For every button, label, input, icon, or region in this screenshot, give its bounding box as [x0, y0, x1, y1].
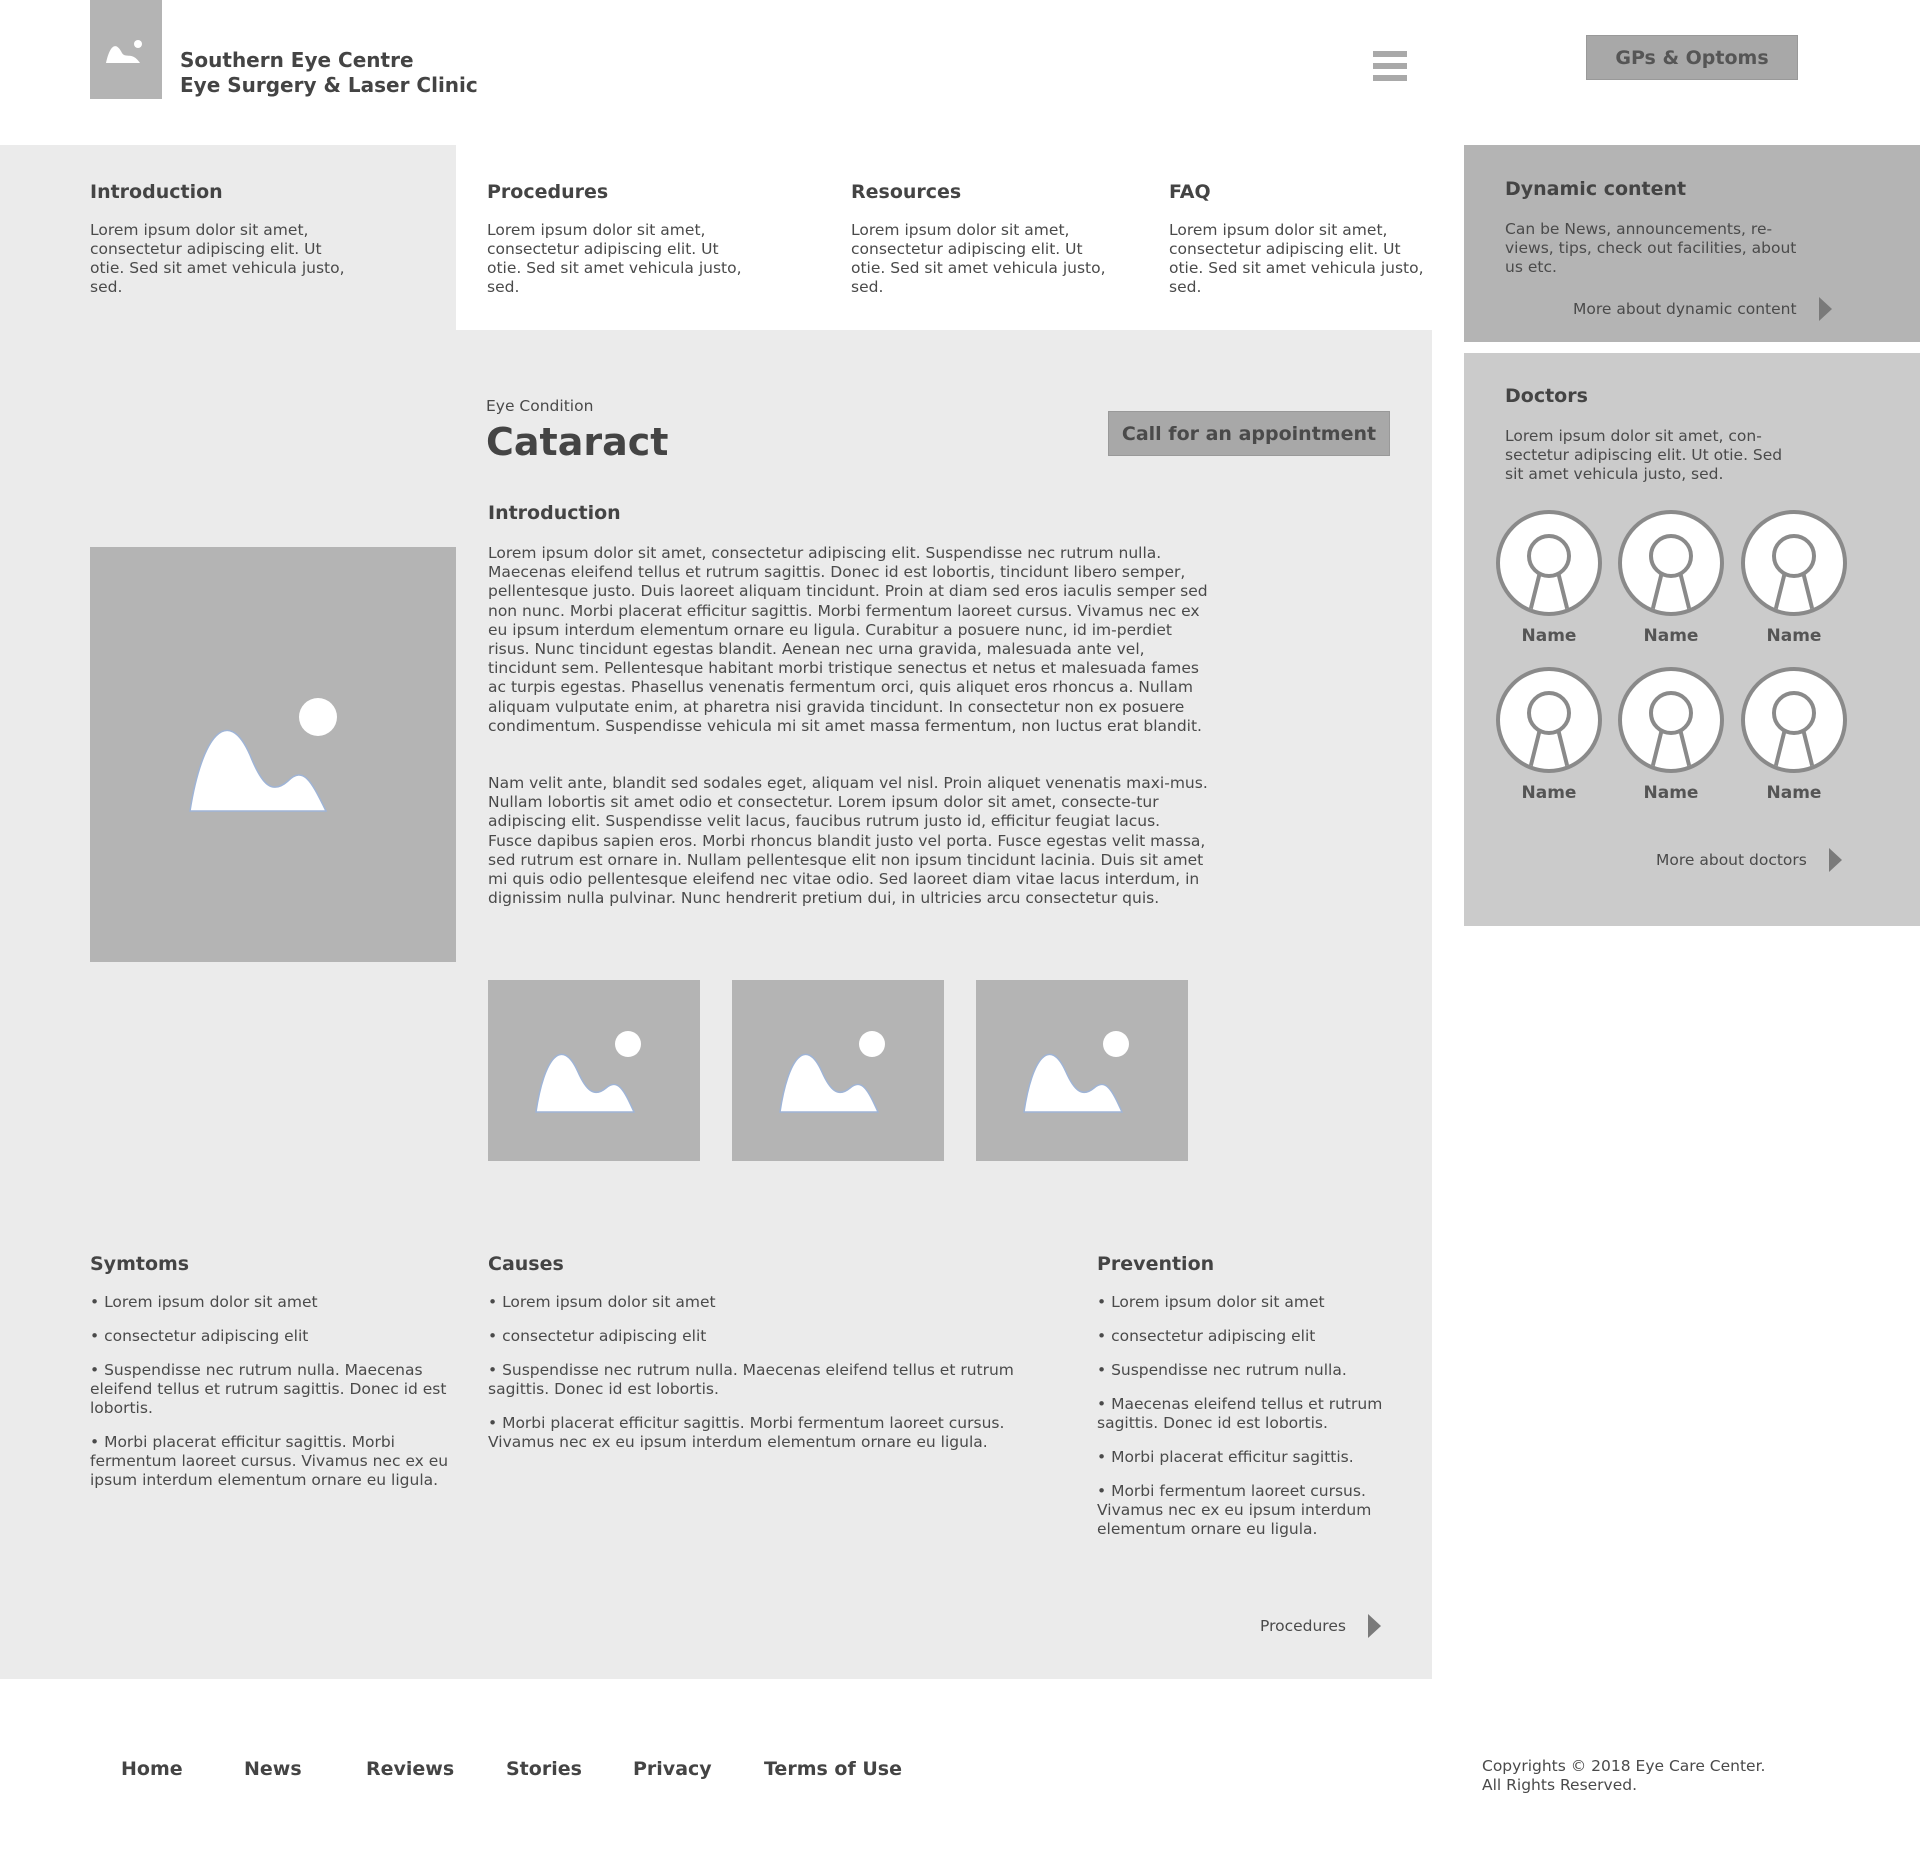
- list-item: • Lorem ipsum dolor sit amet: [1097, 1293, 1325, 1311]
- list-item: • consectetur adipiscing elit: [488, 1327, 707, 1345]
- doctor-name: Name: [1643, 626, 1699, 646]
- nav-resources[interactable]: [851, 181, 1113, 297]
- image-placeholder-icon: [1022, 1028, 1142, 1114]
- intro-heading: Introduction: [488, 502, 621, 524]
- hamburger-icon[interactable]: [1373, 51, 1407, 87]
- doctor-card[interactable]: [1618, 510, 1724, 646]
- copyright: [1482, 1757, 1765, 1795]
- list-item: • Maecenas eleifend tellus et rutrum sagittis. Donec id est lobortis.: [1097, 1395, 1383, 1432]
- nav-text: Lorem ipsum dolor sit amet, consectetur adipiscing elit. Ut otie. Sed sit amet vehicula justo, sed.: [90, 221, 345, 296]
- footer-link-terms[interactable]: Terms of Use: [764, 1758, 902, 1780]
- image-placeholder-icon: [188, 695, 358, 815]
- thumbnail-image[interactable]: [732, 980, 944, 1161]
- doctor-card[interactable]: [1496, 510, 1602, 646]
- footer-link-privacy[interactable]: Privacy: [633, 1758, 712, 1780]
- footer-link-stories[interactable]: Stories: [506, 1758, 582, 1780]
- doctor-card[interactable]: [1741, 510, 1847, 646]
- list-item: • Morbi placerat efficitur sagittis. Morbi fermentum laoreet cursus. Vivamus nec ex eu ipsum interdum elementum ornare eu ligula.: [90, 1433, 449, 1489]
- footer-link-reviews[interactable]: Reviews: [366, 1758, 455, 1780]
- user-icon: [1745, 514, 1843, 612]
- thumbnail-image[interactable]: [976, 980, 1188, 1161]
- link-label: Procedures: [1260, 1617, 1346, 1635]
- list-item: • Morbi placerat efficitur sagittis.: [1097, 1448, 1354, 1466]
- doctors-text: Lorem ipsum dolor sit amet, con-sectetur adipiscing elit. Ut otie. Sed sit amet vehicula justo, sed.: [1505, 427, 1783, 483]
- avatar: [1618, 510, 1724, 616]
- more-dynamic-content-link[interactable]: [1573, 297, 1832, 321]
- intro-paragraph-1: Lorem ipsum dolor sit amet, consectetur adipiscing elit. Suspendisse nec rutrum nulla. Maecenas eleifend tellus et rutrum sagittis. Donec id est lobortis, tincidunt libero semper, pellentesque justo. Duis laoreet aliquam tincidunt. Proin at diam sed eros iaculis semper sed non nunc. Morbi placerat efficitur sagittis. Morbi fermentum laoreet cursus. Vivamus nec ex eu ipsum interdum elementum ornare eu ligula. Curabitur a posuere nunc, id im-perdiet risus. Nunc tincidunt egestas blandit. Aenean nec urna gravida, malesuada ante vel, tincidunt sem. Pellentesque habitant morbi tristique senectus et netus et malesuada fames ac turpis egestas. Phasellus venenatis fermentum orci, quis aliquet eros rhoncus a. Nullam aliquam vulputate enim, at pharetra nisi gravida tincidunt. In consectetur non ex posuere condimentum. Suspendisse vehicula mi sit amet massa fermentum, non luctus erat blandit.: [488, 544, 1208, 735]
- nav-title: Resources: [851, 181, 962, 203]
- user-icon: [1622, 514, 1720, 612]
- list-item: • consectetur adipiscing elit: [90, 1327, 309, 1345]
- avatar: [1496, 667, 1602, 773]
- doctor-name: Name: [1766, 626, 1822, 646]
- image-placeholder-icon: [534, 1028, 654, 1114]
- user-icon: [1622, 671, 1720, 769]
- nav-text: Lorem ipsum dolor sit amet, consectetur adipiscing elit. Ut otie. Sed sit amet vehicula justo, sed.: [851, 221, 1106, 296]
- list-item: • Suspendisse nec rutrum nulla. Maecenas eleifend tellus et rutrum sagittis. Donec id est lobortis.: [90, 1361, 447, 1417]
- prevention-section: [1097, 1253, 1412, 1554]
- gps-optoms-button[interactable]: GPs & Optoms: [1586, 35, 1798, 80]
- brand-line-2: Eye Surgery & Laser Clinic: [180, 73, 478, 97]
- nav-introduction[interactable]: [90, 181, 352, 297]
- list-item: • consectetur adipiscing elit: [1097, 1327, 1316, 1345]
- footer-link-home[interactable]: Home: [121, 1758, 183, 1780]
- doctors-title: Doctors: [1505, 385, 1588, 407]
- doctor-name: Name: [1521, 626, 1577, 646]
- doctor-card[interactable]: [1496, 667, 1602, 803]
- list-item: • Lorem ipsum dolor sit amet: [488, 1293, 716, 1311]
- list-item: • Morbi fermentum laoreet cursus. Vivamus nec ex eu ipsum interdum elementum ornare eu ligula.: [1097, 1482, 1372, 1538]
- nav-title: Procedures: [487, 181, 609, 203]
- list-item: • Lorem ipsum dolor sit amet: [90, 1293, 318, 1311]
- intro-paragraph-2: Nam velit ante, blandit sed sodales eget, aliquam vel nisl. Proin aliquet venenatis maxi-mus. Nullam lobortis sit amet odio et consectetur. Lorem ipsum dolor sit amet, consecte-tur adipiscing elit. Suspendisse velit lacus, faucibus rutrum justo id, efficitur feugiat lacus. Fusce dapibus sapien eros. Morbi rhoncus blandit justo vel porta. Fusce egestas velit massa, sed rutrum est ornare in. Nullam pellentesque elit non ipsum tincidunt lacinia. Duis sit amet mi quis odio pellentesque eleifend nec vitae odio. Sed laoreet diam vitae lacus interdum, in dignissim nulla pulvinar. Nunc hendrerit pretium dui, in ultricies arcu consectetur quis.: [488, 774, 1208, 908]
- user-icon: [1745, 671, 1843, 769]
- footer-link-news[interactable]: News: [244, 1758, 302, 1780]
- call-appointment-button[interactable]: Call for an appointment: [1108, 411, 1390, 456]
- nav-title: Introduction: [90, 181, 223, 203]
- avatar: [1618, 667, 1724, 773]
- nav-faq[interactable]: [1169, 181, 1431, 297]
- link-label: More about dynamic content: [1573, 300, 1797, 318]
- arrow-right-icon: [1829, 848, 1842, 872]
- nav-text: Lorem ipsum dolor sit amet, consectetur adipiscing elit. Ut otie. Sed sit amet vehicula justo, sed.: [487, 221, 742, 296]
- list-item: • Suspendisse nec rutrum nulla. Maecenas eleifend tellus et rutrum sagittis. Donec id est lobortis.: [488, 1361, 1014, 1398]
- doctor-name: Name: [1643, 783, 1699, 803]
- doctor-name: Name: [1766, 783, 1822, 803]
- doctor-card[interactable]: [1618, 667, 1724, 803]
- image-placeholder-icon: [104, 35, 148, 65]
- copyright-line-2: All Rights Reserved.: [1482, 1776, 1638, 1794]
- image-placeholder-icon: [778, 1028, 898, 1114]
- doctor-name: Name: [1521, 783, 1577, 803]
- symptoms-title: Symtoms: [90, 1253, 190, 1275]
- copyright-line-1: Copyrights © 2018 Eye Care Center.: [1482, 1757, 1766, 1775]
- user-icon: [1500, 671, 1598, 769]
- nav-title: FAQ: [1169, 181, 1211, 203]
- logo[interactable]: [90, 0, 162, 99]
- brand-name[interactable]: [180, 48, 478, 98]
- dynamic-content-title: Dynamic content: [1505, 178, 1687, 200]
- list-item: • Suspendisse nec rutrum nulla.: [1097, 1361, 1347, 1379]
- causes-title: Causes: [488, 1253, 564, 1275]
- next-procedures-link[interactable]: [1260, 1614, 1381, 1638]
- user-icon: [1500, 514, 1598, 612]
- doctor-card[interactable]: [1741, 667, 1847, 803]
- dynamic-content-text: Can be News, announcements, re-views, tips, check out facilities, about us etc.: [1505, 220, 1797, 276]
- nav-procedures[interactable]: [487, 181, 749, 297]
- avatar: [1741, 510, 1847, 616]
- page-eyebrow: Eye Condition: [486, 397, 594, 415]
- more-about-doctors-link[interactable]: [1656, 848, 1842, 872]
- causes-section: [488, 1253, 1048, 1467]
- prevention-title: Prevention: [1097, 1253, 1215, 1275]
- arrow-right-icon: [1368, 1614, 1381, 1638]
- arrow-right-icon: [1819, 297, 1832, 321]
- avatar: [1741, 667, 1847, 773]
- thumbnail-image[interactable]: [488, 980, 700, 1161]
- main-image-placeholder: [90, 547, 456, 962]
- list-item: • Morbi placerat efficitur sagittis. Morbi fermentum laoreet cursus. Vivamus nec ex eu ipsum interdum elementum ornare eu ligula.: [488, 1414, 1005, 1451]
- brand-line-1: Southern Eye Centre: [180, 48, 414, 72]
- symptoms-section: [90, 1253, 455, 1505]
- link-label: More about doctors: [1656, 851, 1807, 869]
- page-title: Cataract: [486, 420, 669, 464]
- avatar: [1496, 510, 1602, 616]
- nav-text: Lorem ipsum dolor sit amet, consectetur adipiscing elit. Ut otie. Sed sit amet vehicula justo, sed.: [1169, 221, 1424, 296]
